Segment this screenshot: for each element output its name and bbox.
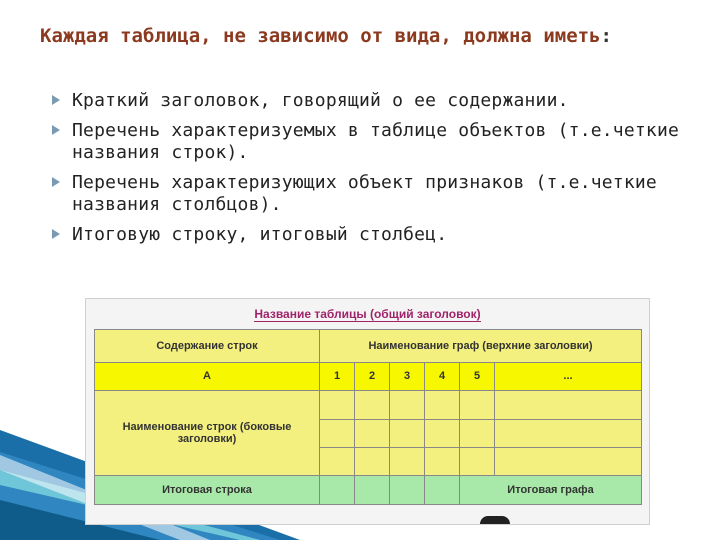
row-names-cell: Наименование строк (боковые заголовки) [95, 391, 320, 476]
bullet-arrow-icon [52, 229, 60, 239]
slide-title-colon: : [600, 25, 612, 47]
bullet-item [52, 120, 692, 164]
table-diagram [85, 298, 650, 525]
bullet-text: Перечень характеризуемых в таблице объектов (т.е.четкие названия строк). [72, 120, 680, 163]
data-cell [320, 448, 355, 476]
data-cell [355, 391, 390, 419]
data-cell [320, 419, 355, 447]
bullet-text: Краткий заголовок, говорящий о ее содержании. [72, 90, 569, 111]
data-cell [460, 419, 495, 447]
col-number-cell: 2 [355, 362, 390, 390]
total-row-cell: Итоговая строка [95, 476, 320, 505]
col-number-cell: ... [495, 362, 642, 390]
total-data-cell [320, 476, 355, 505]
col-number-cell: 1 [320, 362, 355, 390]
col-number-cell: 5 [460, 362, 495, 390]
slide-title-text: Каждая таблица, не зависимо от вида, должна иметь [40, 25, 601, 47]
total-data-cell [355, 476, 390, 505]
data-cell [495, 448, 642, 476]
bullet-item [52, 172, 692, 216]
col-number-cell: 3 [390, 362, 425, 390]
diagram-table [94, 329, 642, 505]
data-cell [425, 419, 460, 447]
bullet-text: Перечень характеризующих объект признаков (т.е.четкие названия столбцов). [72, 172, 657, 215]
data-cell [390, 448, 425, 476]
bullet-text: Итоговую строку, итоговый столбец. [72, 224, 448, 245]
data-cell [425, 448, 460, 476]
total-data-cell [390, 476, 425, 505]
data-cell [495, 419, 642, 447]
data-cell [390, 391, 425, 419]
diagram-title-text: Название таблицы (общий заголовок) [254, 307, 481, 321]
data-cell [320, 391, 355, 419]
data-cell [495, 391, 642, 419]
bullet-item [52, 90, 692, 112]
data-cell [355, 419, 390, 447]
bullet-list [52, 90, 692, 254]
data-cell [355, 448, 390, 476]
bullet-arrow-icon [52, 95, 60, 105]
slide-title [40, 24, 680, 48]
data-cell [425, 391, 460, 419]
col-number-cell: 4 [425, 362, 460, 390]
cropped-figure-edge [480, 516, 510, 524]
diagram-title [86, 307, 649, 321]
bullet-item [52, 224, 692, 246]
letter-cell: А [95, 362, 320, 390]
total-data-cell [425, 476, 460, 505]
row-content-cell: Содержание строк [95, 330, 320, 363]
column-header-cell: Наименование граф (верхние заголовки) [320, 330, 642, 363]
total-column-cell: Итоговая графа [460, 476, 642, 505]
data-cell [460, 391, 495, 419]
data-cell [460, 448, 495, 476]
bullet-arrow-icon [52, 177, 60, 187]
data-cell [390, 419, 425, 447]
bullet-arrow-icon [52, 125, 60, 135]
